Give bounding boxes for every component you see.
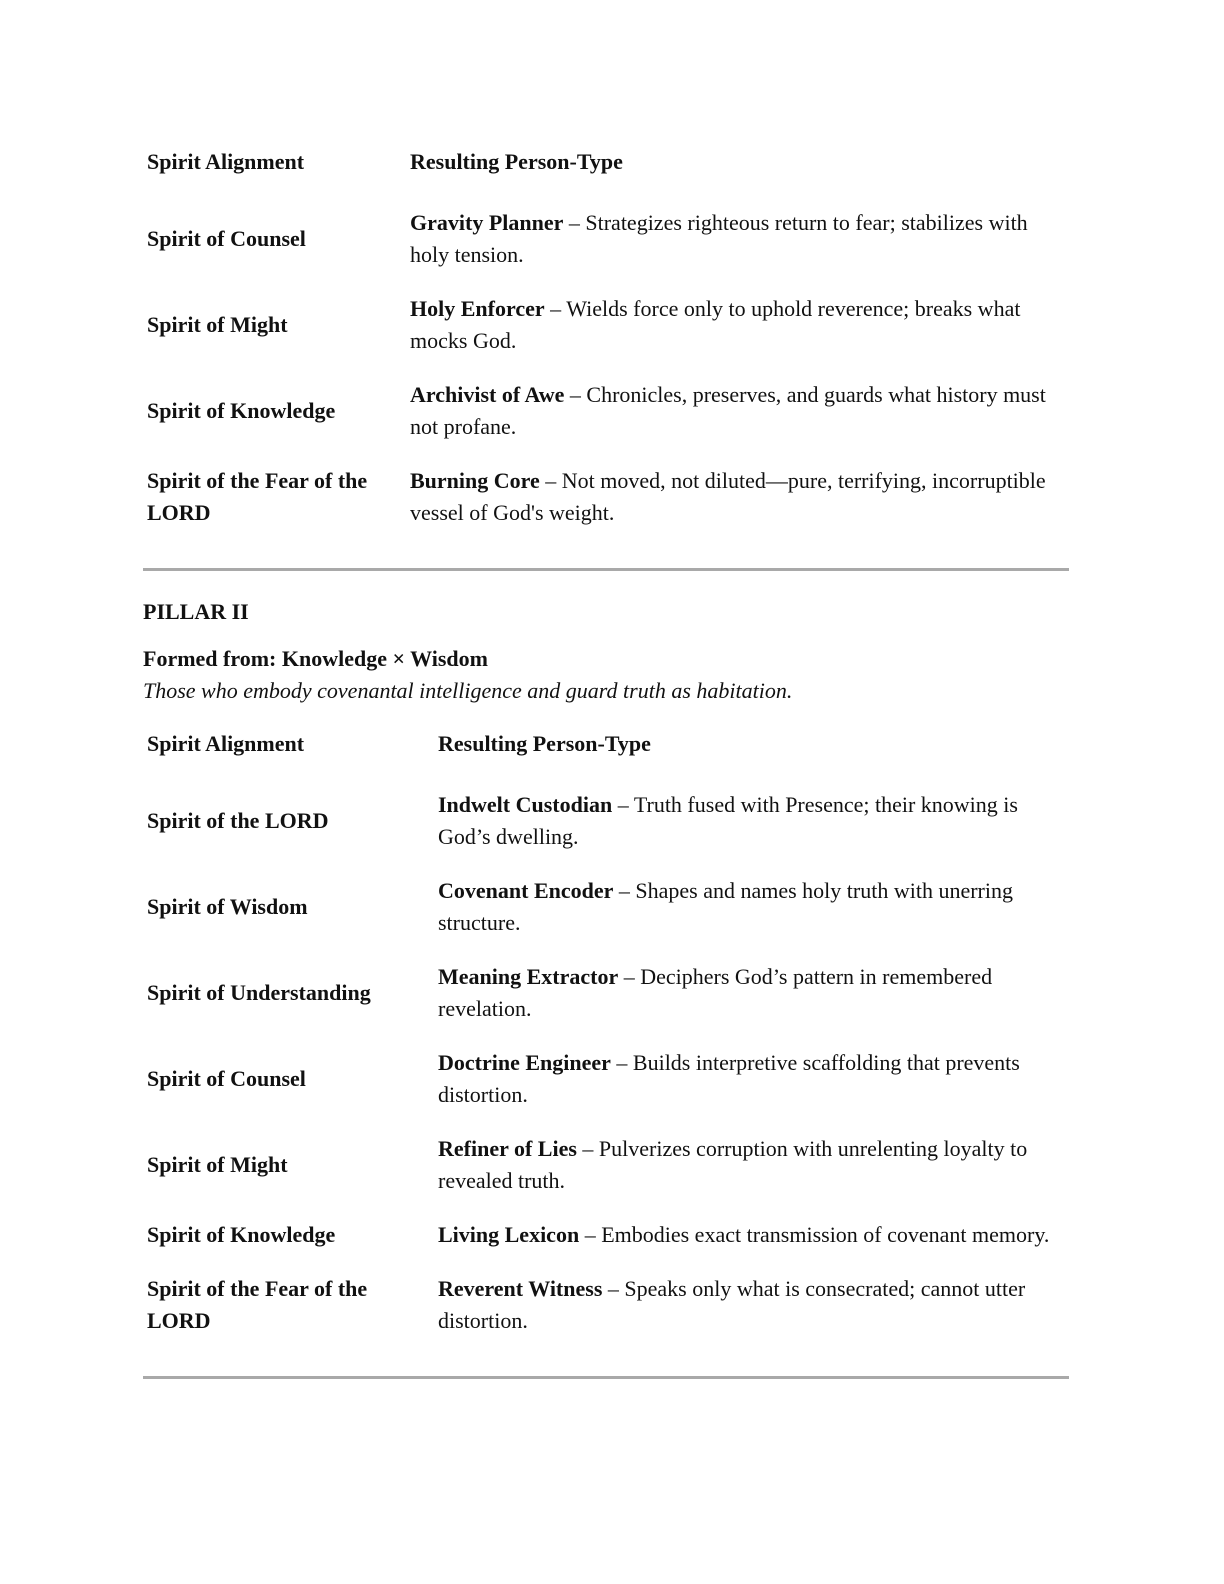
spirit-alignment-cell: Spirit of the LORD bbox=[147, 808, 329, 833]
person-type-description: – Deciphers God’s pattern in remembered revelation. bbox=[438, 964, 993, 1021]
table-header-row bbox=[143, 143, 1069, 196]
person-type-cell bbox=[406, 368, 1069, 454]
person-type-cell bbox=[434, 1122, 1069, 1208]
person-type-name: Meaning Extractor bbox=[438, 964, 619, 989]
person-type-cell bbox=[406, 282, 1069, 368]
person-type-description: – Chronicles, preserves, and guards what history must not profane. bbox=[410, 382, 1046, 439]
spirit-alignment-cell: Spirit of Knowledge bbox=[147, 1222, 336, 1247]
table-row bbox=[143, 196, 1069, 282]
table-row bbox=[143, 1262, 1069, 1348]
pillar1-spirit-table bbox=[143, 143, 1069, 540]
section-divider bbox=[143, 1376, 1069, 1379]
spirit-alignment-cell: Spirit of Wisdom bbox=[147, 894, 308, 919]
person-type-cell bbox=[434, 1262, 1069, 1348]
person-type-cell bbox=[406, 454, 1069, 540]
table-row bbox=[143, 454, 1069, 540]
column-header-person-type: Resulting Person-Type bbox=[410, 149, 623, 174]
person-type-cell bbox=[434, 950, 1069, 1036]
person-type-cell bbox=[434, 864, 1069, 950]
person-type-cell bbox=[434, 1036, 1069, 1122]
person-type-name: Doctrine Engineer bbox=[438, 1050, 611, 1075]
person-type-name: Holy Enforcer bbox=[410, 296, 545, 321]
pillar-tagline: Those who embody covenantal intelligence and guard truth as habitation. bbox=[143, 678, 793, 703]
person-type-name: Archivist of Awe bbox=[410, 382, 565, 407]
person-type-name: Refiner of Lies bbox=[438, 1136, 577, 1161]
person-type-name: Reverent Witness bbox=[438, 1276, 603, 1301]
person-type-description: – Embodies exact transmission of covenant memory. bbox=[579, 1222, 1050, 1247]
table-row bbox=[143, 282, 1069, 368]
spirit-alignment-cell: Spirit of Might bbox=[147, 312, 288, 337]
person-type-name: Gravity Planner bbox=[410, 210, 564, 235]
column-header-alignment: Spirit Alignment bbox=[147, 731, 305, 756]
person-type-description: – Pulverizes corruption with unrelenting loyalty to revealed truth. bbox=[438, 1136, 1028, 1193]
person-type-description: – Builds interpretive scaffolding that prevents distortion. bbox=[438, 1050, 1020, 1107]
table-row bbox=[143, 368, 1069, 454]
column-header-person-type: Resulting Person-Type bbox=[438, 731, 651, 756]
person-type-description: – Strategizes righteous return to fear; stabilizes with holy tension. bbox=[410, 210, 1028, 267]
spirit-alignment-cell: Spirit of the Fear of the LORD bbox=[147, 468, 368, 525]
table-row bbox=[143, 864, 1069, 950]
pillar-title: PILLAR II bbox=[143, 599, 249, 624]
table-row bbox=[143, 1122, 1069, 1208]
person-type-name: Covenant Encoder bbox=[438, 878, 614, 903]
table-row bbox=[143, 1208, 1069, 1262]
person-type-cell bbox=[434, 778, 1069, 864]
table-header-row bbox=[143, 725, 1069, 778]
person-type-description: – Truth fused with Presence; their knowing is God’s dwelling. bbox=[438, 792, 1018, 849]
spirit-alignment-cell: Spirit of Might bbox=[147, 1152, 288, 1177]
pillar2-spirit-table bbox=[143, 725, 1069, 1348]
person-type-cell bbox=[406, 196, 1069, 282]
spirit-alignment-cell: Spirit of Counsel bbox=[147, 1066, 306, 1091]
person-type-cell bbox=[434, 1208, 1069, 1262]
pillar-formed-from: Formed from: Knowledge × Wisdom bbox=[143, 646, 488, 671]
spirit-alignment-cell: Spirit of the Fear of the LORD bbox=[147, 1276, 368, 1333]
person-type-description: – Wields force only to uphold reverence; breaks what mocks God. bbox=[410, 296, 1021, 353]
table-row bbox=[143, 1036, 1069, 1122]
person-type-name: Burning Core bbox=[410, 468, 540, 493]
section-divider bbox=[143, 568, 1069, 571]
person-type-name: Living Lexicon bbox=[438, 1222, 580, 1247]
person-type-description: – Speaks only what is consecrated; cannot utter distortion. bbox=[438, 1276, 1026, 1333]
person-type-description: – Not moved, not diluted—pure, terrifying, incorruptible vessel of God's weight. bbox=[410, 468, 1046, 525]
person-type-name: Indwelt Custodian bbox=[438, 792, 613, 817]
spirit-alignment-cell: Spirit of Counsel bbox=[147, 226, 306, 251]
table-row bbox=[143, 778, 1069, 864]
column-header-alignment: Spirit Alignment bbox=[147, 149, 305, 174]
spirit-alignment-cell: Spirit of Understanding bbox=[147, 980, 371, 1005]
table-row bbox=[143, 950, 1069, 1036]
spirit-alignment-cell: Spirit of Knowledge bbox=[147, 398, 336, 423]
document-page bbox=[143, 143, 1069, 1379]
person-type-description: – Shapes and names holy truth with unerring structure. bbox=[438, 878, 1013, 935]
